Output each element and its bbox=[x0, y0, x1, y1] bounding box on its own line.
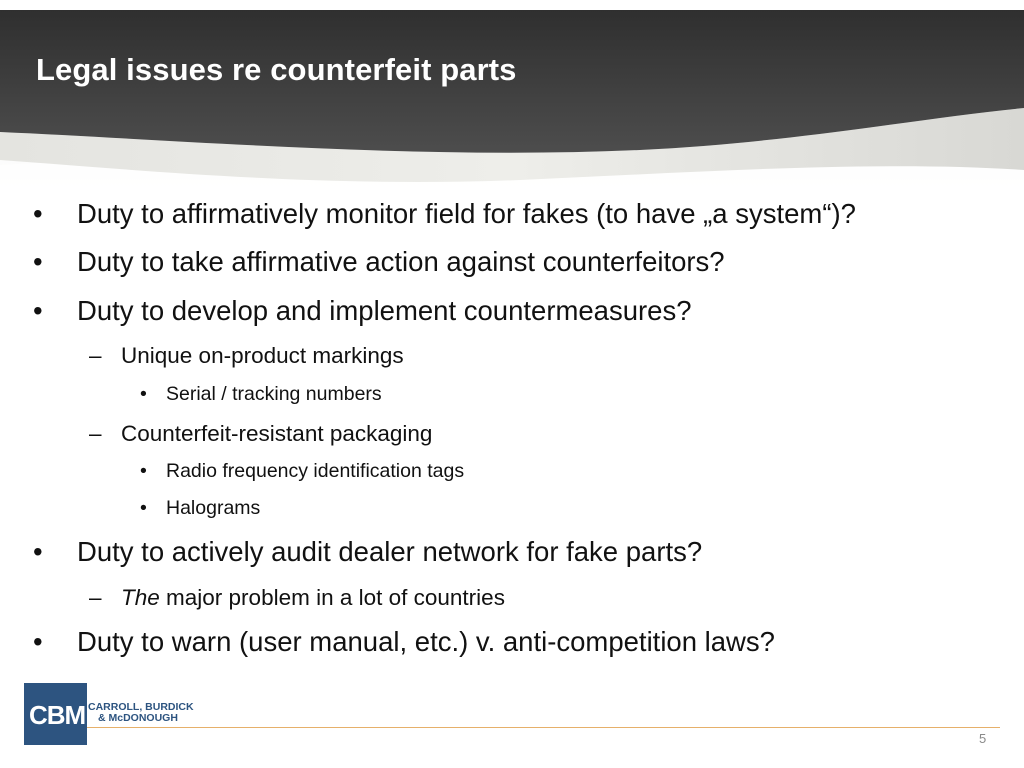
bullet-text: Counterfeit-resistant packaging bbox=[121, 421, 433, 446]
dash-marker: – bbox=[89, 421, 102, 446]
bullet-marker: • bbox=[140, 383, 147, 405]
bullet-text: Duty to warn (user manual, etc.) v. anti-competition laws? bbox=[77, 626, 775, 657]
bullet-text: major problem in a lot of countries bbox=[159, 585, 505, 610]
list-item bbox=[33, 295, 692, 327]
header-band bbox=[0, 0, 1024, 200]
logo-monogram: CBM bbox=[29, 700, 86, 730]
bullet-text: Halograms bbox=[166, 497, 261, 519]
sub-sub-list-item bbox=[140, 497, 261, 520]
bullet-text: Duty to actively audit dealer network for fake parts? bbox=[77, 536, 703, 567]
logo-wordmark bbox=[88, 702, 194, 724]
bullet-marker: • bbox=[140, 460, 147, 482]
sub-sub-list-item bbox=[140, 460, 465, 483]
footer-divider bbox=[86, 727, 1000, 728]
bullet-text: Serial / tracking numbers bbox=[166, 383, 382, 405]
logo-line-1: CARROLL, BURDICK bbox=[88, 701, 194, 713]
list-item bbox=[33, 626, 775, 658]
sub-sub-list-item bbox=[140, 383, 382, 406]
sub-list-item bbox=[89, 421, 433, 447]
bullet-marker: • bbox=[33, 536, 43, 567]
bullet-text: Duty to develop and implement countermeasures? bbox=[77, 295, 692, 326]
logo-line-2: & McDONOUGH bbox=[98, 712, 178, 724]
bullet-text: Unique on-product markings bbox=[121, 343, 404, 368]
bullet-text: Radio frequency identification tags bbox=[166, 460, 465, 482]
dash-marker: – bbox=[89, 343, 102, 368]
page-number: 5 bbox=[979, 731, 987, 746]
slide-title: Legal issues re counterfeit parts bbox=[36, 52, 517, 87]
emphasis-text: The bbox=[121, 585, 160, 610]
bullet-marker: • bbox=[33, 295, 43, 326]
bullet-marker: • bbox=[33, 246, 43, 277]
list-item bbox=[33, 246, 725, 278]
list-item bbox=[33, 536, 703, 568]
bullet-text: Duty to take affirmative action against counterfeitors? bbox=[77, 246, 725, 277]
bullet-marker: • bbox=[33, 198, 43, 229]
bullet-text: Duty to affirmatively monitor field for fakes (to have „a system“)? bbox=[77, 198, 856, 229]
bullet-marker: • bbox=[33, 626, 43, 657]
sub-list-item bbox=[89, 343, 404, 369]
dash-marker: – bbox=[89, 585, 102, 610]
sub-list-item bbox=[89, 585, 505, 611]
bullet-marker: • bbox=[140, 497, 147, 519]
list-item bbox=[33, 198, 856, 230]
